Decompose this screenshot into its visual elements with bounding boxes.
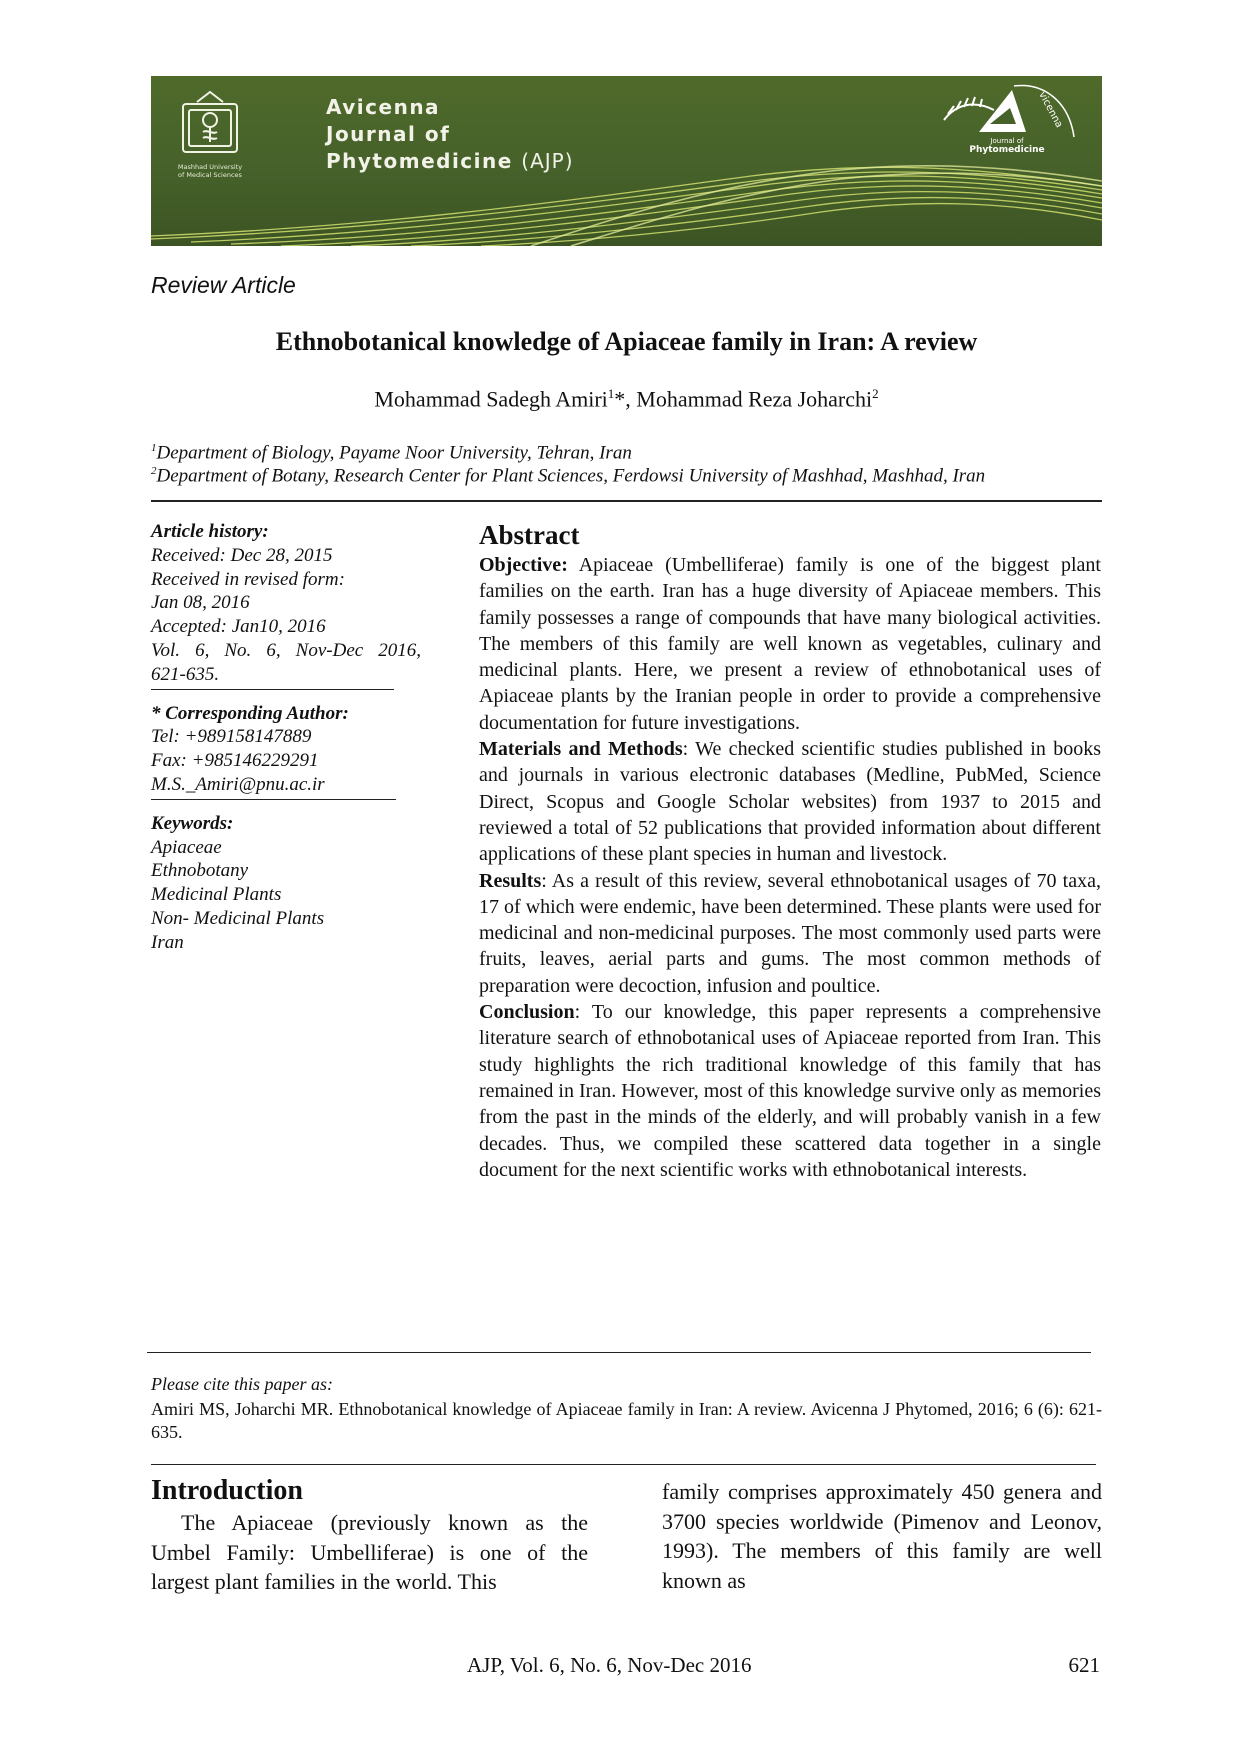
author-name: Mohammad Reza Joharchi: [636, 386, 873, 412]
sidebar-divider: [151, 689, 394, 690]
abstract-heading: Abstract: [479, 520, 580, 550]
ajp-logo-arc-text: vicenna: [1036, 90, 1065, 130]
introduction-column-1: The Apiaceae (previously known as the Umbel Family: Umbelliferae) is one of the largest plant families in the world. This: [151, 1510, 588, 1594]
keyword: Medicinal Plants: [151, 884, 282, 906]
article-type: Review Article: [151, 272, 296, 298]
abstract-results: Results: As a result of this review, several ethnobotanical usages of 70 taxa, 17 of which were endemic, have been determined. These plants were used for medicinal and non-medicinal purposes. The most commonly used parts were fruits, leaves, aerial parts and gums. The most common methods of preparation were decoction, infusion and poultice.: [479, 869, 1101, 997]
keywords: Keywords: Apiaceae Ethnobotany Medicinal Plants Non- Medicinal Plants Iran: [151, 812, 421, 955]
keyword: Non- Medicinal Plants: [151, 907, 325, 929]
university-name: Mashhad University of Medical Sciences: [177, 163, 243, 179]
article-info-sidebar: [151, 520, 421, 955]
corresponding-author: * Corresponding Author: Tel: +989158147889 Fax: +985146229291 M.S._Amiri@pnu.ac.ir: [151, 702, 421, 797]
introduction-heading: Introduction: [151, 1475, 303, 1506]
abstract-conclusion: Conclusion: To our knowledge, this paper represents a comprehensive literature search of ethnobotanical uses of Apiaceae reported from Iran. This study highlights the rich traditional knowledge of this family that has remained in Iran. However, most of this knowledge survive only as memories from the past in the minds of the elderly, and will probably vanish in a few decades. Thus, we compiled these scattered data together in a single document for the next scientific works with ethnobotanical interests.: [479, 1001, 1101, 1181]
ajp-logo: [934, 82, 1084, 172]
author-email[interactable]: M.S._Amiri@pnu.ac.ir: [151, 773, 325, 795]
author-name: Mohammad Sadegh Amiri: [374, 386, 608, 412]
introduction-column-2: family comprises approximately 450 genera and 3700 species worldwide (Pimenov and Leonov, 1993). The members of this family are well known as: [662, 1479, 1102, 1593]
authors: Mohammad Sadegh Amiri$^1$*, Mohammad Reza Joharchi$^2$: [374, 386, 879, 412]
keyword: Apiaceae: [151, 836, 222, 858]
citation-label: Please cite this paper as:: [151, 1374, 333, 1394]
sidebar-divider: [151, 799, 396, 800]
footer-journal: AJP, Vol. 6, No. 6, Nov-Dec 2016: [467, 1653, 752, 1677]
abstract-objective: Objective: Apiaceae (Umbelliferae) family is one of the biggest plant families on the earth. Iran has a huge diversity of Apiaceae members. This family possesses a range of compounds that have many biological activities. The members of this family are well known as vegetables, culinary and medicinal plants. Here, we present a review of ethnobotanical uses of Apiaceae plants by the Iranian people in order to provide a comprehensive documentation for future investigations.: [479, 554, 1101, 734]
journal-title: Avicenna Journal of Phytomedicine (AJP): [326, 95, 574, 173]
page-number: 621: [1068, 1653, 1100, 1677]
citation-text: Amiri MS, Joharchi MR. Ethnobotanical knowledge of Apiaceae family in Iran: A review. Avicenna J Phytomed, 2016; 6 (6): 621-635.: [151, 1399, 1102, 1442]
journal-banner: [151, 76, 1102, 246]
citation-divider-top: [147, 1352, 1091, 1353]
university-logo: [169, 84, 251, 179]
affiliation-1: $^1$Department of Biology, Payame Noor University, Tehran, Iran: [151, 442, 632, 464]
keyword: Iran: [151, 931, 184, 953]
keyword: Ethnobotany: [151, 860, 249, 882]
ajp-logo-text: Journal of Phytomedicine: [969, 137, 1045, 155]
paper-title: Ethnobotanical knowledge of Apiaceae family in Iran: A review: [275, 327, 978, 356]
abstract-methods: Materials and Methods: We checked scientific studies published in books and journals in various electronic databases (Medline, PubMed, Science Direct, Scopus and Google Scholar websites) from 1937 to 2015 and reviewed a total of 52 publications that provided information about different applications of these plant species in human and livestock.: [479, 738, 1101, 866]
affiliation-2: $^2$Department of Botany, Research Center for Plant Sciences, Ferdowsi University of Mashhad, Mashhad, Iran: [151, 465, 986, 487]
header-divider: [151, 500, 1102, 502]
abstract: [479, 520, 1101, 1183]
article-history: Article history: Received: Dec 28, 2015 Received in revised form: Jan 08, 2016 Accepted: Jan10, 2016 Vol. 6, No. 6, Nov-Dec 2016, 621-635.: [151, 521, 421, 685]
citation-divider-bottom: [151, 1464, 1096, 1465]
